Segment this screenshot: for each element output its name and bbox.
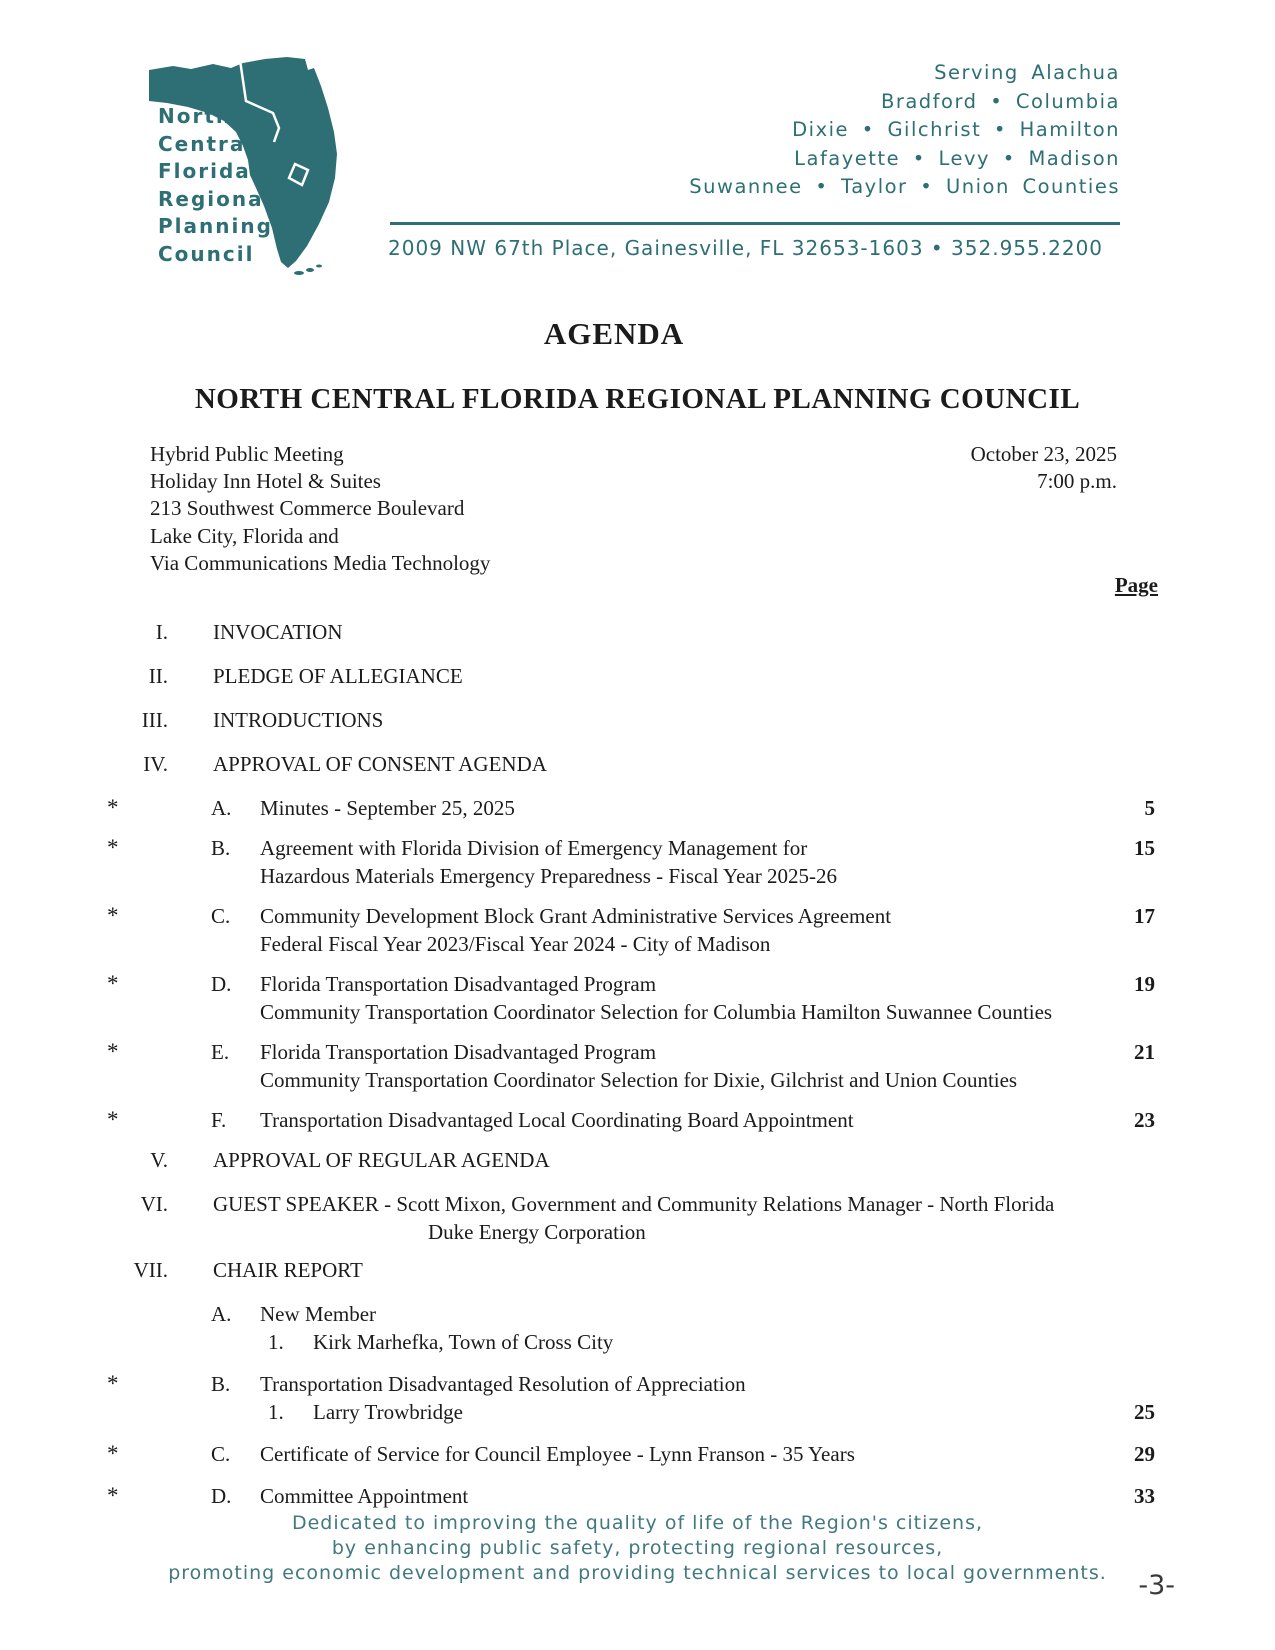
- sub-item-text: Larry Trowbridge: [313, 1400, 463, 1424]
- serving-line: Dixie • Gilchrist • Hamilton: [792, 118, 1120, 141]
- agenda-item: [0, 834, 1275, 890]
- section-numeral: II.: [148, 664, 168, 688]
- serving-line: Suwannee • Taylor • Union Counties: [689, 175, 1120, 198]
- item-page-number: [1085, 1300, 1155, 1356]
- logo-line: Planning: [158, 214, 273, 238]
- section-numeral: III.: [141, 708, 168, 732]
- item-page-number: 17: [1134, 904, 1155, 928]
- section-numeral: I.: [155, 620, 168, 644]
- sub-item-number: 1.: [268, 1400, 284, 1424]
- agenda-item: [0, 1440, 1275, 1468]
- item-text: Transportation Disadvantaged Local Coordinating Board Appointment: [260, 1108, 854, 1132]
- item-text: Community Development Block Grant Administrative Services Agreement Federal Fiscal Year 2023/Fiscal Year 2024 - City of Madison: [260, 904, 892, 956]
- agenda-item: [0, 1038, 1275, 1094]
- footer-motto-line: Dedicated to improving the quality of life of the Region's citizens,: [291, 1512, 984, 1534]
- item-page-number: 5: [1144, 796, 1155, 820]
- section-numeral: IV.: [143, 752, 168, 776]
- item-text: Agreement with Florida Division of Emergency Management for Hazardous Materials Emergency Preparedness - Fiscal Year 2025-26: [260, 836, 837, 888]
- item-page-number: 23: [1134, 1108, 1155, 1132]
- item-page-number: 25: [1134, 1400, 1155, 1424]
- footer-motto-line: by enhancing public safety, protecting regional resources,: [331, 1537, 944, 1559]
- council-title: NORTH CENTRAL FLORIDA REGIONAL PLANNING COUNCIL: [194, 383, 1081, 415]
- logo-line: Florida: [158, 159, 251, 183]
- action-item-star: *: [107, 1371, 119, 1396]
- agenda-section-chair-report: [0, 1256, 1275, 1284]
- meeting-location-line: Lake City, Florida and: [150, 523, 339, 548]
- item-text: Minutes - September 25, 2025: [260, 796, 515, 820]
- agenda-item: [0, 1300, 1275, 1356]
- item-letter: C.: [211, 904, 231, 928]
- section-numeral: V.: [150, 1148, 168, 1172]
- meeting-location-line: 213 Southwest Commerce Boulevard: [150, 496, 465, 521]
- header-divider: [390, 222, 1120, 225]
- page-column-label: Page: [1114, 573, 1158, 597]
- agenda-item: [0, 794, 1275, 822]
- logo-line: Regional: [158, 186, 273, 211]
- item-letter: C.: [211, 1442, 231, 1466]
- document-page-number: -3-: [1138, 1570, 1175, 1601]
- item-letter: F.: [211, 1108, 227, 1132]
- item-page-number: 15: [1134, 836, 1155, 860]
- agenda-item: [0, 970, 1275, 1026]
- serving-line: Lafayette • Levy • Madison: [794, 146, 1120, 170]
- agenda-section-guest-speaker: [0, 1190, 1275, 1246]
- serving-line: Serving Alachua: [934, 61, 1120, 84]
- item-letter: A.: [211, 796, 232, 820]
- meeting-datetime: [971, 441, 1117, 495]
- item-page-number: 29: [1134, 1442, 1155, 1466]
- sub-item-number: 1.: [268, 1330, 284, 1354]
- sub-item-text: Kirk Marhefka, Town of Cross City: [313, 1330, 614, 1354]
- agenda-section-pledge: [0, 662, 1275, 690]
- item-letter: A.: [211, 1302, 232, 1326]
- meeting-location-line: Via Communications Media Technology: [150, 550, 491, 575]
- action-item-star: *: [107, 1039, 119, 1064]
- agenda-section-introductions: [0, 706, 1275, 734]
- section-title: GUEST SPEAKER - Scott Mixon, Government and Community Relations Manager - North Florida Duke Energy Corporation: [213, 1192, 1055, 1244]
- footer-motto: [0, 1511, 1275, 1586]
- item-page-number: 19: [1134, 972, 1155, 996]
- agenda-list: [0, 618, 1275, 1522]
- section-title: INTRODUCTIONS: [213, 708, 384, 732]
- agenda-section-consent-agenda: [0, 750, 1275, 778]
- agenda-item: [0, 902, 1275, 958]
- section-numeral: VI.: [140, 1192, 168, 1216]
- item-letter: B.: [211, 836, 231, 860]
- logo-line: North: [158, 104, 233, 128]
- action-item-star: *: [107, 1483, 119, 1508]
- agenda-heading: AGENDA: [543, 316, 685, 351]
- logo-line: Council: [158, 241, 255, 266]
- meeting-location-line: Hybrid Public Meeting: [150, 442, 344, 466]
- item-page-number: 21: [1134, 1040, 1155, 1064]
- action-item-star: *: [107, 903, 119, 928]
- item-text: Committee Appointment: [260, 1484, 469, 1508]
- meeting-location: [150, 441, 490, 577]
- item-text: New Member 1. Kirk Marhefka, Town of Cross City: [260, 1302, 614, 1354]
- action-item-star: [95, 1300, 211, 1356]
- section-title: INVOCATION: [213, 620, 343, 644]
- footer-motto-line: promoting economic development and providing technical services to local governments.: [168, 1562, 1107, 1584]
- agenda-item: [0, 1482, 1275, 1510]
- logo-council-name: [158, 103, 273, 268]
- serving-counties: [689, 59, 1120, 202]
- section-title: APPROVAL OF REGULAR AGENDA: [213, 1148, 550, 1172]
- action-item-star: *: [107, 1441, 119, 1466]
- section-title: APPROVAL OF CONSENT AGENDA: [213, 752, 547, 776]
- section-title: CHAIR REPORT: [213, 1258, 363, 1282]
- serving-line: Bradford • Columbia: [880, 89, 1120, 113]
- item-text: Certificate of Service for Council Employee - Lynn Franson - 35 Years: [260, 1442, 855, 1466]
- agenda-section-invocation: [0, 618, 1275, 646]
- item-letter: E.: [211, 1040, 230, 1064]
- section-numeral: VII.: [133, 1258, 168, 1282]
- action-item-star: *: [107, 971, 119, 996]
- logo-line: Central: [158, 131, 255, 156]
- action-item-star: *: [107, 1107, 119, 1132]
- agenda-item: [0, 1370, 1275, 1426]
- item-text: Florida Transportation Disadvantaged Program Community Transportation Coordinator Selection for Columbia Hamilton Suwannee Counties: [260, 972, 1053, 1024]
- action-item-star: *: [107, 795, 119, 820]
- meeting-time: 7:00 p.m.: [1037, 469, 1117, 494]
- item-page-number: 33: [1134, 1484, 1155, 1508]
- section-title: PLEDGE OF ALLEGIANCE: [213, 664, 463, 688]
- item-letter: D.: [211, 972, 232, 996]
- agenda-section-regular-agenda: [0, 1146, 1275, 1174]
- header-address: 2009 NW 67th Place, Gainesville, FL 32653-1603 • 352.955.2200: [388, 236, 1104, 260]
- meeting-date: October 23, 2025: [970, 442, 1117, 466]
- item-text: Florida Transportation Disadvantaged Program Community Transportation Coordinator Selection for Dixie, Gilchrist and Union Counties: [260, 1040, 1018, 1092]
- agenda-item: [0, 1106, 1275, 1134]
- item-text: Transportation Disadvantaged Resolution of Appreciation 1. Larry Trowbridge: [260, 1372, 746, 1424]
- action-item-star: *: [107, 835, 119, 860]
- item-letter: B.: [211, 1372, 231, 1396]
- meeting-location-line: Holiday Inn Hotel & Suites: [150, 469, 381, 494]
- item-letter: D.: [211, 1484, 232, 1508]
